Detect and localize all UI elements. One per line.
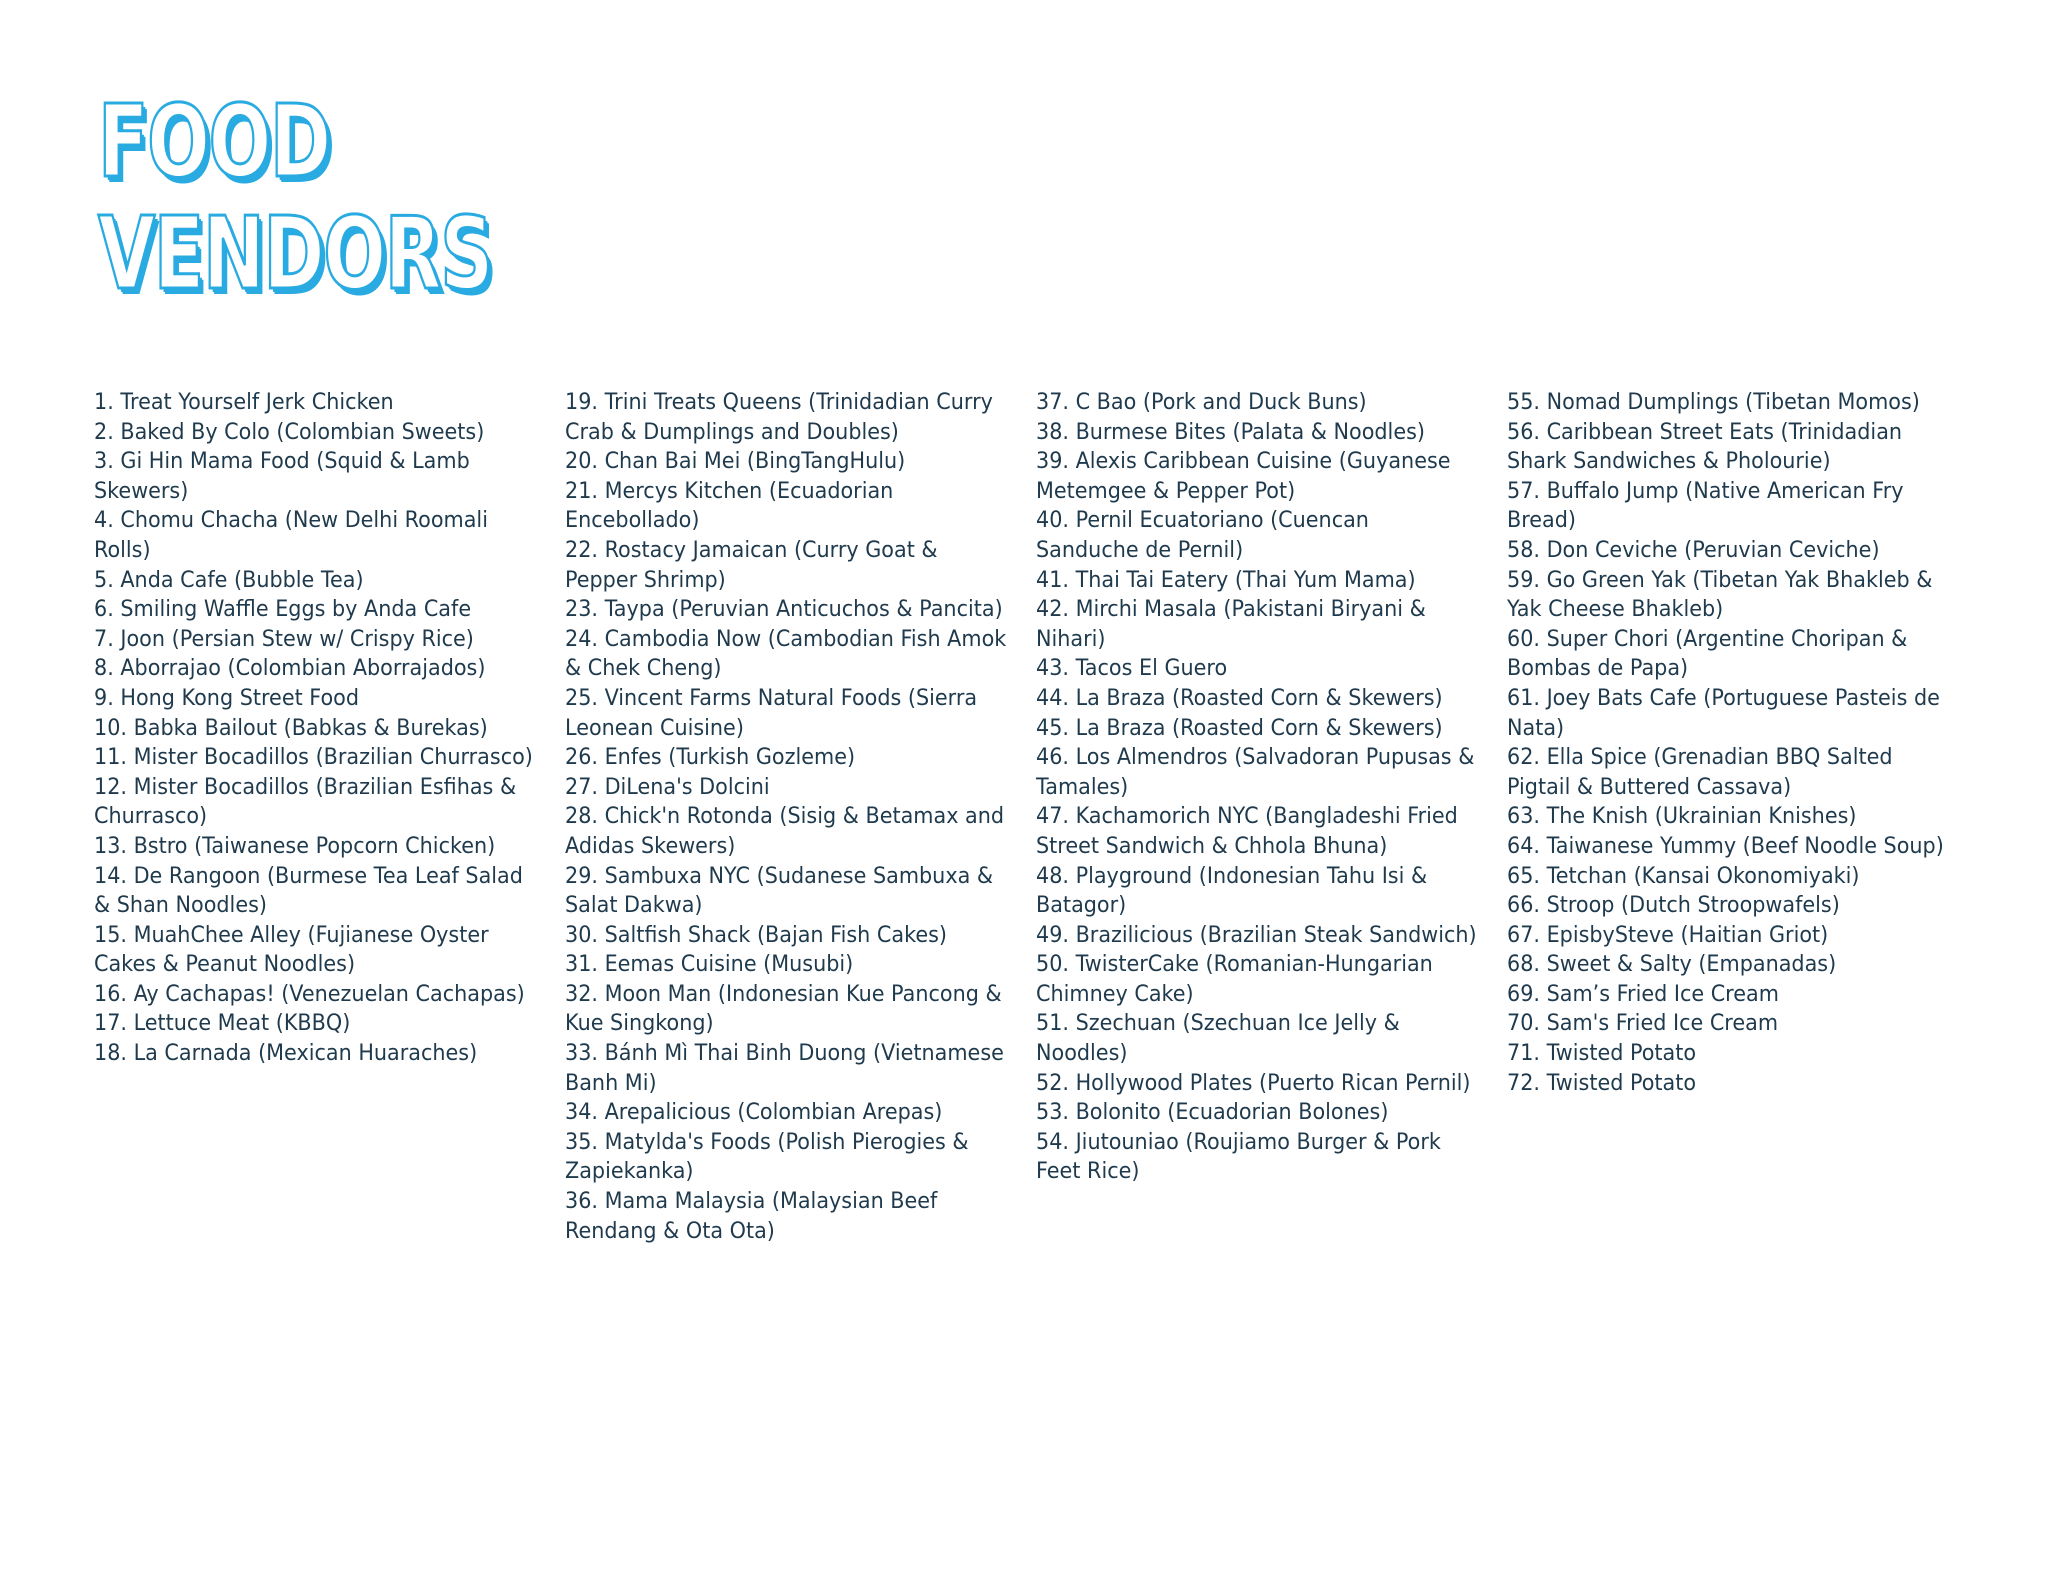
vendor-list-item: 15. MuahChee Alley (Fujianese Oyster Cakes & Peanut Noodles) — [94, 921, 489, 978]
vendor-list-item: 56. Caribbean Street Eats (Trinidadian Shark Sandwiches & Pholourie) — [1507, 418, 1903, 475]
vendor-list-item: 49. Brazilicious (Brazilian Steak Sandwich) — [1036, 921, 1477, 948]
vendor-list-item: 45. La Braza (Roasted Corn & Skewers) — [1036, 714, 1443, 741]
vendor-column-4 — [1507, 388, 1947, 1098]
vendor-list-item: 38. Burmese Bites (Palata & Noodles) — [1036, 418, 1425, 445]
vendor-list-item: 9. Hong Kong Street Food — [94, 684, 360, 711]
title-line-2: VENDORS — [98, 195, 493, 312]
vendor-column-3 — [1036, 388, 1476, 1187]
vendor-list-item: 50. TwisterCake (Romanian-Hungarian Chimney Cake) — [1036, 951, 1433, 1007]
vendor-list-item: 65. Tetchan (Kansai Okonomiyaki) — [1507, 862, 1860, 889]
title-line-1: FOOD — [98, 83, 330, 200]
vendor-list-item: 46. Los Almendros (Salvadoran Pupusas & Tamales) — [1036, 744, 1475, 800]
page-title — [98, 83, 493, 312]
vendor-column-2 — [565, 388, 1005, 1246]
vendor-list-item: 30. Saltfish Shack (Bajan Fish Cakes) — [565, 921, 947, 948]
vendor-list-item: 2. Baked By Colo (Colombian Sweets) — [94, 418, 485, 445]
vendor-list-item: 19. Trini Treats Queens (Trinidadian Curry Crab & Dumplings and Doubles) — [565, 389, 993, 445]
vendor-list-item: 23. Taypa (Peruvian Anticuchos & Pancita) — [565, 596, 1003, 623]
vendor-list-item: 29. Sambuxa NYC (Sudanese Sambuxa & Salat Dakwa) — [565, 862, 994, 919]
vendor-list-item: 67. EpisbySteve (Haitian Griot) — [1507, 921, 1829, 948]
vendor-list-item: 25. Vincent Farms Natural Foods (Sierra Leonean Cuisine) — [565, 684, 978, 741]
vendor-list-item: 64. Taiwanese Yummy (Beef Noodle Soup) — [1507, 832, 1944, 859]
vendor-list-item: 58. Don Ceviche (Peruvian Ceviche) — [1507, 536, 1880, 563]
vendor-list-item: 33. Bánh Mì Thai Binh Duong (Vietnamese Banh Mi) — [565, 1040, 1004, 1096]
vendor-columns — [0, 388, 2048, 1348]
vendor-list-item: 69. Sam’s Fried Ice Cream — [1507, 980, 1779, 1007]
vendor-list-item: 4. Chomu Chacha (New Delhi Roomali Rolls) — [94, 507, 488, 563]
vendor-list-item: 14. De Rangoon (Burmese Tea Leaf Salad & Shan Noodles) — [94, 862, 523, 919]
vendor-list-item: 24. Cambodia Now (Cambodian Fish Amok & Chek Cheng) — [565, 625, 1007, 682]
vendor-list-item: 71. Twisted Potato — [1507, 1040, 1697, 1067]
vendor-list-item: 31. Eemas Cuisine (Musubi) — [565, 951, 854, 978]
vendor-list-item: 54. Jiutouniao (Roujiamo Burger & Pork Feet Rice) — [1036, 1128, 1441, 1185]
vendor-list-item: 62. Ella Spice (Grenadian BBQ Salted Pigtail & Buttered Cassava) — [1507, 744, 1893, 800]
vendor-list-item: 59. Go Green Yak (Tibetan Yak Bhakleb & Yak Cheese Bhakleb) — [1507, 566, 1933, 623]
vendor-list-item: 61. Joey Bats Cafe (Portuguese Pasteis de Nata) — [1507, 684, 1940, 741]
vendor-list-item: 70. Sam's Fried Ice Cream — [1507, 1010, 1779, 1037]
vendor-list-item: 13. Bstro (Taiwanese Popcorn Chicken) — [94, 832, 496, 859]
vendor-list-item: 35. Matylda's Foods (Polish Pierogies & Zapiekanka) — [565, 1128, 969, 1185]
vendor-list-item: 44. La Braza (Roasted Corn & Skewers) — [1036, 684, 1443, 711]
vendor-list-item: 18. La Carnada (Mexican Huaraches) — [94, 1040, 478, 1067]
vendor-list-item: 55. Nomad Dumplings (Tibetan Momos) — [1507, 389, 1920, 415]
vendor-list-item: 16. Ay Cachapas! (Venezuelan Cachapas) — [94, 980, 525, 1007]
vendor-list-item: 40. Pernil Ecuatoriano (Cuencan Sanduche de Pernil) — [1036, 507, 1369, 563]
vendor-list-item: 41. Thai Tai Eatery (Thai Yum Mama) — [1036, 566, 1416, 593]
vendor-list-item: 36. Mama Malaysia (Malaysian Beef Rendang & Ota Ota) — [565, 1188, 938, 1244]
vendor-column-1 — [94, 388, 534, 1069]
vendor-list-item: 10. Babka Bailout (Babkas & Burekas) — [94, 714, 488, 741]
vendor-list-item: 32. Moon Man (Indonesian Kue Pancong & Kue Singkong) — [565, 980, 1002, 1037]
vendor-list-item: 60. Super Chori (Argentine Choripan & Bombas de Papa) — [1507, 625, 1908, 682]
vendor-list-item: 3. Gi Hin Mama Food (Squid & Lamb Skewers) — [94, 448, 470, 504]
vendor-list-item: 52. Hollywood Plates (Puerto Rican Pernil) — [1036, 1069, 1471, 1096]
vendor-list-item: 63. The Knish (Ukrainian Knishes) — [1507, 803, 1857, 830]
vendor-list-item: 26. Enfes (Turkish Gozleme) — [565, 744, 856, 771]
vendor-list-item: 21. Mercys Kitchen (Ecuadorian Encebollado) — [565, 477, 894, 534]
vendor-list-item: 66. Stroop (Dutch Stroopwafels) — [1507, 892, 1840, 919]
vendor-list-item: 68. Sweet & Salty (Empanadas) — [1507, 951, 1837, 978]
vendor-list-item: 17. Lettuce Meat (KBBQ) — [94, 1010, 351, 1037]
vendor-list-item: 11. Mister Bocadillos (Brazilian Churrasco) — [94, 744, 533, 771]
vendor-list-item: 12. Mister Bocadillos (Brazilian Esfihas & Churrasco) — [94, 773, 517, 830]
vendor-list-item: 28. Chick'n Rotonda (Sisig & Betamax and Adidas Skewers) — [565, 803, 1005, 859]
vendor-list-item: 53. Bolonito (Ecuadorian Bolones) — [1036, 1099, 1389, 1126]
vendor-list-item: 7. Joon (Persian Stew w/ Crispy Rice) — [94, 625, 474, 652]
vendor-list-item: 5. Anda Cafe (Bubble Tea) — [94, 566, 364, 593]
vendor-list-item: 42. Mirchi Masala (Pakistani Biryani & Nihari) — [1036, 596, 1426, 652]
vendor-list-item: 57. Buffalo Jump (Native American Fry Bread) — [1507, 477, 1904, 534]
vendor-list-item: 1. Treat Yourself Jerk Chicken — [94, 389, 394, 415]
vendor-list-item: 6. Smiling Waffle Eggs by Anda Cafe — [94, 596, 472, 623]
vendor-list-item: 39. Alexis Caribbean Cuisine (Guyanese Metemgee & Pepper Pot) — [1036, 448, 1451, 504]
vendor-list-item: 20. Chan Bai Mei (BingTangHulu) — [565, 448, 906, 475]
vendor-list-item: 47. Kachamorich NYC (Bangladeshi Fried Street Sandwich & Chhola Bhuna) — [1036, 803, 1458, 859]
vendor-list-item: 34. Arepalicious (Colombian Arepas) — [565, 1099, 943, 1126]
vendor-list-item: 22. Rostacy Jamaican (Curry Goat & Pepper Shrimp) — [565, 536, 938, 593]
vendor-list-item: 51. Szechuan (Szechuan Ice Jelly & Noodles) — [1036, 1010, 1400, 1067]
vendor-list-item: 43. Tacos El Guero — [1036, 655, 1228, 682]
vendor-list-item: 72. Twisted Potato — [1507, 1069, 1697, 1096]
vendor-list-item: 8. Aborrajao (Colombian Aborrajados) — [94, 655, 486, 682]
vendor-list-item: 27. DiLena's Dolcini — [565, 773, 770, 800]
vendor-list-item: 37. C Bao (Pork and Duck Buns) — [1036, 389, 1367, 415]
vendor-list-item: 48. Playground (Indonesian Tahu Isi & Batagor) — [1036, 862, 1428, 919]
